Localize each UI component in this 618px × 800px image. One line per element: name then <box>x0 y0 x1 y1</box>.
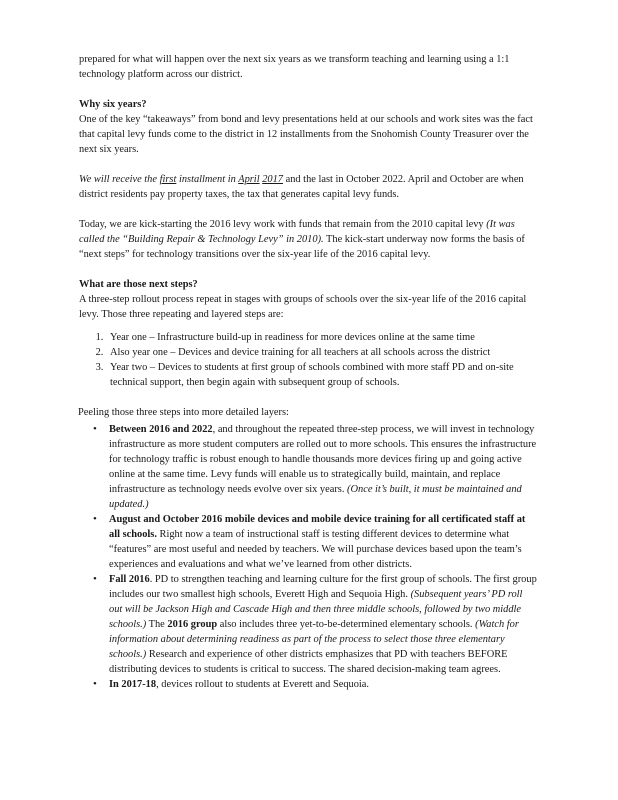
year-2017: 2017 <box>262 174 283 185</box>
layer-note: (Watch for information about determining readiness as part of the process to select those three elementary schools.) <box>109 619 519 660</box>
why-six-years-paragraph: One of the key “takeaways” from bond and levy presentations held at our schools and work sites was the fact that capital levy funds come to the district in 12 installments from the Snohomish County Treasurer over the next six years. <box>79 114 533 155</box>
layer-item <box>107 512 537 572</box>
first-word: first <box>159 174 177 185</box>
layer-bold: In 2017-18 <box>109 679 157 690</box>
next-steps-paragraph: A three-step rollout process repeat in stages with groups of schools over the six-year life of the 2016 capital levy. Those three repeating and layered steps are: <box>79 294 527 320</box>
layer-note: (Once it’s built, it must be maintained and updated.) <box>109 484 522 510</box>
layer-bold: Fall 2016 <box>109 574 150 585</box>
layer-note: (Subsequent years’ PD roll out will be Jackson High and Cascade High and then three middle schools, followed by two middle schools.) <box>109 589 523 630</box>
layer-item <box>107 422 537 512</box>
layer-text: , devices rollout to students at Everett and Sequoia. <box>156 679 370 690</box>
kick-start-paragraph <box>79 217 537 262</box>
layer-bold: 2016 group <box>167 619 218 630</box>
layer-item <box>107 572 537 677</box>
steps-list <box>79 330 537 390</box>
next-steps-heading: What are those next steps? <box>79 279 198 290</box>
layer-text: Research and experience of other districts emphasizes that PD with teachers BEFORE distributing devices to students is critical to success. The shared decision-making team agrees. <box>109 649 508 675</box>
step-item: 1. Year one – Infrastructure build-up in readiness for more devices online at the same time <box>106 330 537 345</box>
layer-text: The <box>146 619 168 630</box>
kick-start-rest: The kick-start underway now forms the basis of “next steps” for technology transitions over the six-year life of the 2016 capital levy. <box>79 234 525 260</box>
layer-text: . PD to strengthen teaching and learning culture for the first group of schools. The first group includes our two smallest high schools, Everett High and Sequoia High. <box>109 574 537 600</box>
kick-start-text: Today, we are kick-starting the 2016 levy work with funds that remain from the 2010 capital levy <box>79 219 487 230</box>
layer-bold: Between 2016 and 2022 <box>109 424 213 435</box>
intro-paragraph: prepared for what will happen over the next six years as we transform teaching and learning using a 1:1 technology platform across our district. <box>79 54 510 80</box>
installments-rest: and the last in October 2022. April and October are when district residents pay property taxes, the tax that generates capital levy funds. <box>79 174 524 200</box>
layer-text: , and throughout the repeated three-step process, we will invest in technology infrastructure as more student computers are rolled out to more schools. This ensures the infrastructure for technology traffic is robust enough to handle thousands more devices firing up and going active online at the same time. Levy funds will enable us to strategically build, maintain, and replace infrastructure as technology needs evolve over six years. <box>109 424 537 495</box>
installments-paragraph <box>79 172 537 202</box>
layer-item <box>107 677 537 692</box>
layers-list <box>79 422 537 692</box>
step-item: 3. Year two – Devices to students at first group of schools combined with more staff PD and on-site technical support, then begin again with subsequent group of schools. <box>106 360 537 390</box>
document-page <box>79 52 537 692</box>
why-six-years-heading: Why six years? <box>79 99 147 110</box>
layer-text: also includes three yet-to-be-determined elementary schools. <box>217 619 476 630</box>
installments-intro: We will receive the <box>79 174 160 185</box>
levy-name-note: (It was called the “Building Repair & Technology Levy” in 2010). <box>79 219 515 245</box>
april-month: April <box>238 174 260 185</box>
layer-bold: August and October 2016 mobile devices and mobile device training for all certificated staff at all schools. <box>109 514 526 540</box>
step-item: 2. Also year one – Devices and device training for all teachers at all schools across the district <box>106 345 537 360</box>
peeling-paragraph: Peeling those three steps into more detailed layers: <box>78 407 289 418</box>
layer-text: Right now a team of instructional staff is testing different devices to determine what “features” are most useful and needed by teachers. We will purchase devices based upon the team’s experiences and evaluations and what we’ve learned from other districts. <box>109 529 522 570</box>
installment-in: installment in <box>176 174 239 185</box>
